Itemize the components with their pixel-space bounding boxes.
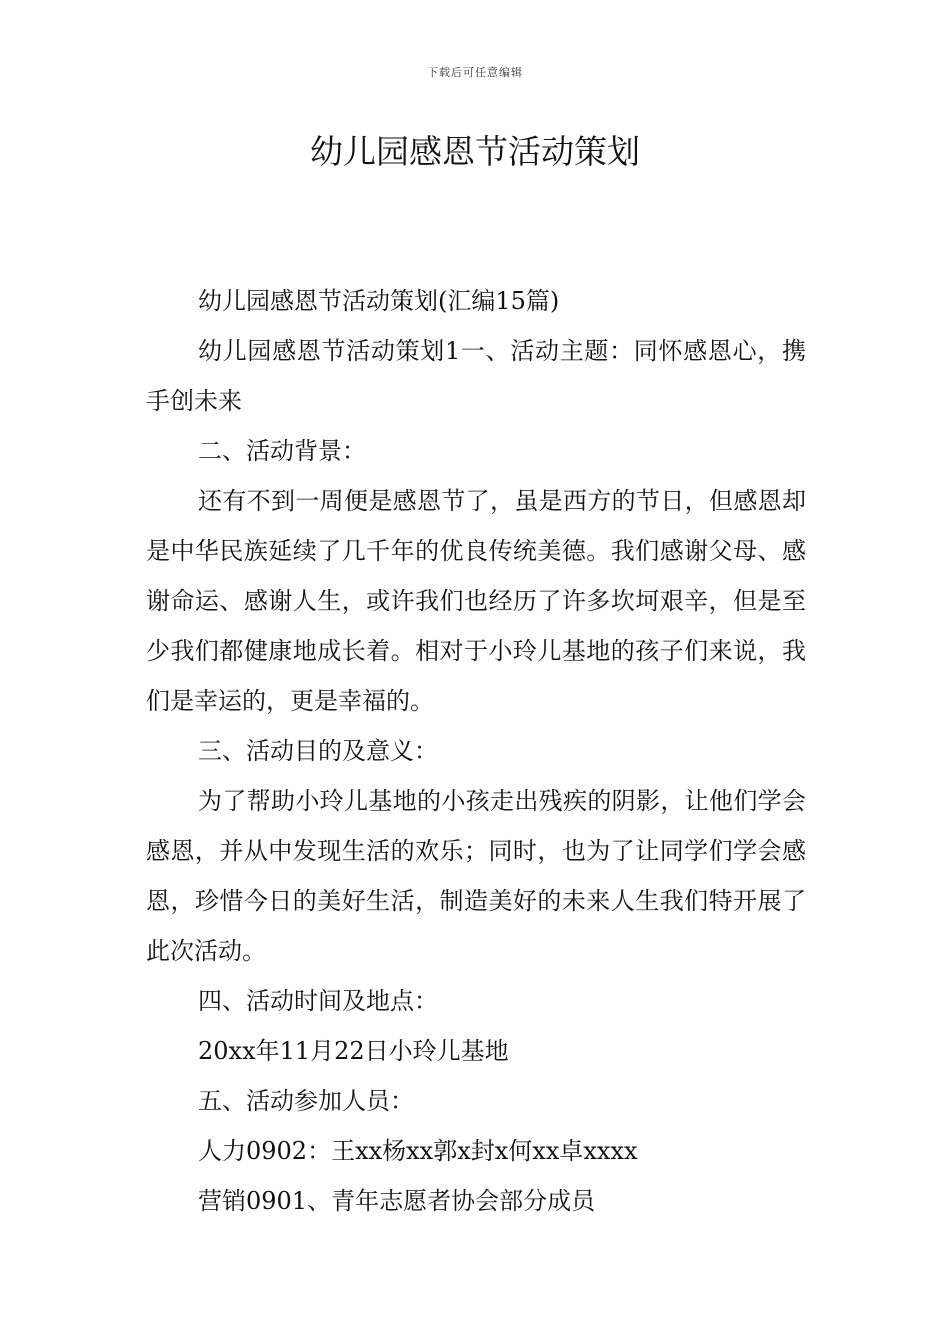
paragraph-participants-marketing: 营销0901、青年志愿者协会部分成员 [198,1187,596,1215]
heading-purpose: 三、活动目的及意义： [198,737,438,765]
document-body [146,276,806,1226]
header-note: 下载后可任意编辑 [427,66,523,79]
paragraph-purpose: 为了帮助小玲儿基地的小孩走出残疾的阴影，让他们学会感恩，并从中发现生活的欢乐；同时，也为了让同学们学会感恩，珍惜今日的美好生活，制造美好的未来人生我们特开展了此次活动。 [146,787,806,965]
heading-time-place: 四、活动时间及地点： [198,987,438,1015]
paragraph-subtitle: 幼儿园感恩节活动策划(汇编15篇) [198,287,560,315]
paragraph-theme: 幼儿园感恩节活动策划1一、活动主题：同怀感恩心，携手创未来 [146,337,806,415]
heading-background: 二、活动背景： [198,437,366,465]
paragraph-time-place: 20xx年11月22日小玲儿基地 [198,1037,509,1065]
document-title: 幼儿园感恩节活动策划 [310,132,640,171]
paragraph-background: 还有不到一周便是感恩节了，虽是西方的节日，但感恩却是中华民族延续了几千年的优良传统美德。我们感谢父母、感谢命运、感谢人生，或许我们也经历了许多坎坷艰辛，但是至少我们都健康地成长着。相对于小玲儿基地的孩子们来说，我们是幸运的，更是幸福的。 [146,487,806,715]
heading-participants: 五、活动参加人员： [198,1087,414,1115]
paragraph-participants-hr: 人力0902：王xx杨xx郭x封x何xx卓xxxx [198,1137,638,1165]
